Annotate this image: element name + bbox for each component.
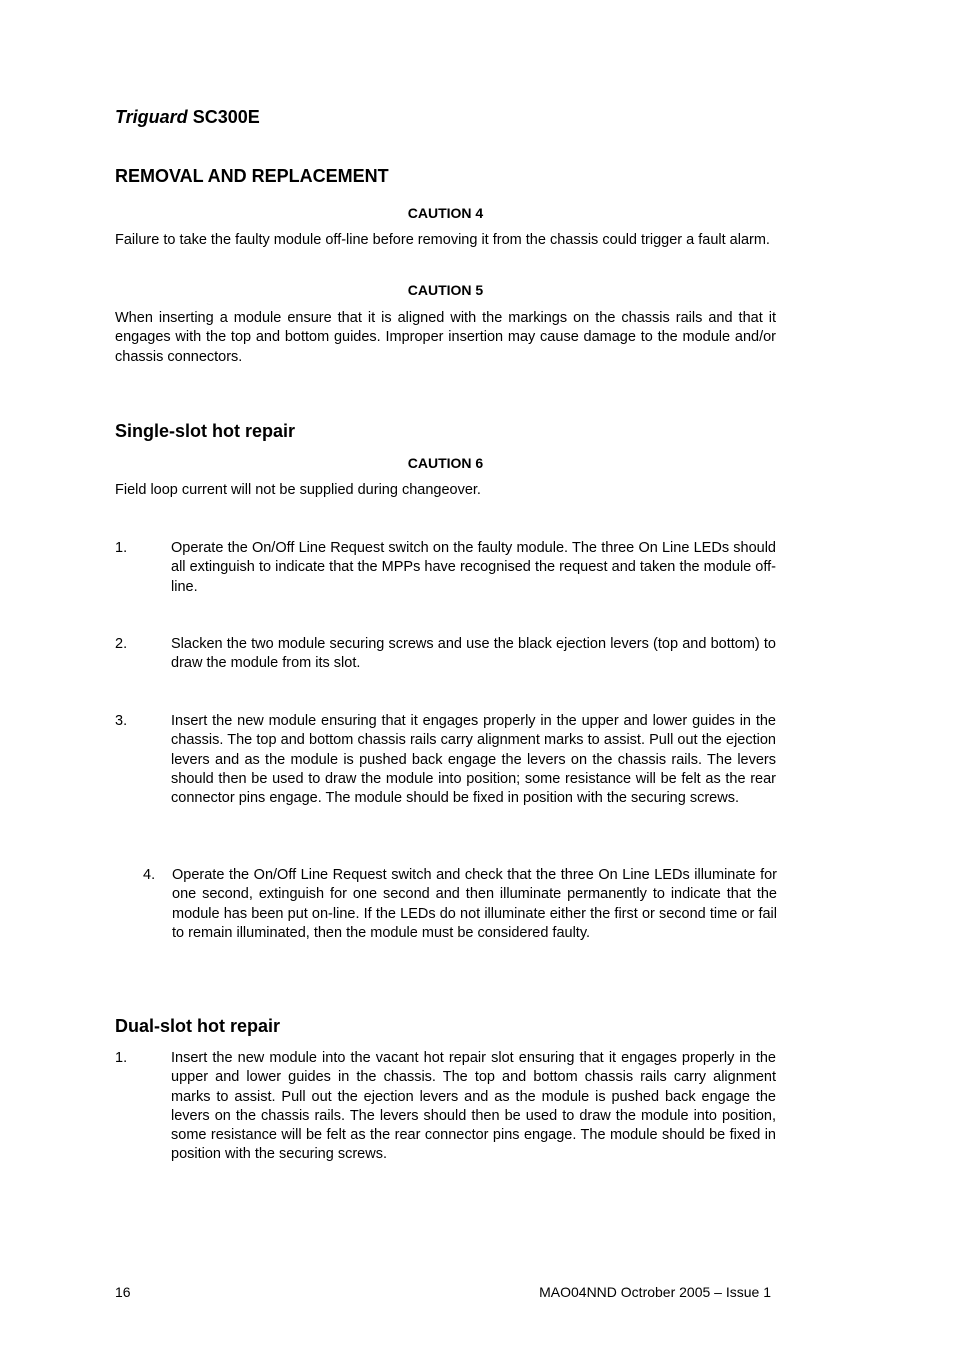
caution-6-text: Field loop current will not be supplied during changeover. <box>115 482 481 498</box>
step-number: 2. <box>115 636 128 652</box>
step-text: Insert the new module ensuring that it engages properly in the upper and lower guides in the chassis. The top and bottom chassis rails carry alignment marks to assist. Pull out the ejection levers and as the module is pushed back engage the levers on the chassis rails. The levers should then be used to draw the module into position; some resistance will be felt as the rear connector pins engage. The module should be fixed in position with the securing screws. <box>171 713 776 807</box>
step-text: Slacken the two module securing screws and use the black ejection levers (top and bottom) to draw the module from its slot. <box>171 636 776 672</box>
step-number: 1. <box>115 540 128 556</box>
product-name: Triguard <box>115 107 188 127</box>
step-number: 3. <box>115 713 128 729</box>
document-title <box>115 107 260 128</box>
section-heading-removal: REMOVAL AND REPLACEMENT <box>115 166 389 186</box>
step-text: Operate the On/Off Line Request switch and check that the three On Line LEDs illuminate for one second, extinguish for one second and then illuminate permanently to indicate that the module has been put on-line. If the LEDs do not illuminate either the first or second time or fail to remain illuminated, then the module must be considered faulty. <box>172 867 777 941</box>
step-number: 1. <box>115 1050 128 1066</box>
document-reference: MAO04NND Octrober 2005 – Issue 1 <box>539 1284 771 1300</box>
caution-5-text: When inserting a module ensure that it is aligned with the markings on the chassis rails and that it engages with the top and bottom guides. Improper insertion may cause damage to the module and/or chassis connectors. <box>115 310 776 365</box>
caution-4-text: Failure to take the faulty module off-line before removing it from the chassis could trigger a fault alarm. <box>115 232 770 248</box>
caution-4-title: CAUTION 4 <box>407 205 484 221</box>
section-heading-single-slot: Single-slot hot repair <box>115 421 296 441</box>
caution-5-title: CAUTION 5 <box>407 282 484 298</box>
page-number: 16 <box>115 1284 131 1300</box>
product-model: SC300E <box>192 107 260 127</box>
step-text: Insert the new module into the vacant hot repair slot ensuring that it engages properly in the upper and lower guides in the chassis. The top and bottom chassis rails carry alignment marks to assist. Pull out the ejection levers and as the module is pushed back engage the levers on the chassis rails. The levers should then be used to draw the module into position, some resistance will be felt as the rear connector pins engage. The module should be fixed in position with the securing screws. <box>171 1050 776 1163</box>
caution-6-title: CAUTION 6 <box>407 455 484 471</box>
step-number: 4. <box>143 867 156 883</box>
step-text: Operate the On/Off Line Request switch on the faulty module. The three On Line LEDs should all extinguish to indicate that the MPPs have recognised the request and taken the module off-line. <box>171 540 776 595</box>
section-heading-dual-slot: Dual-slot hot repair <box>115 1016 281 1036</box>
